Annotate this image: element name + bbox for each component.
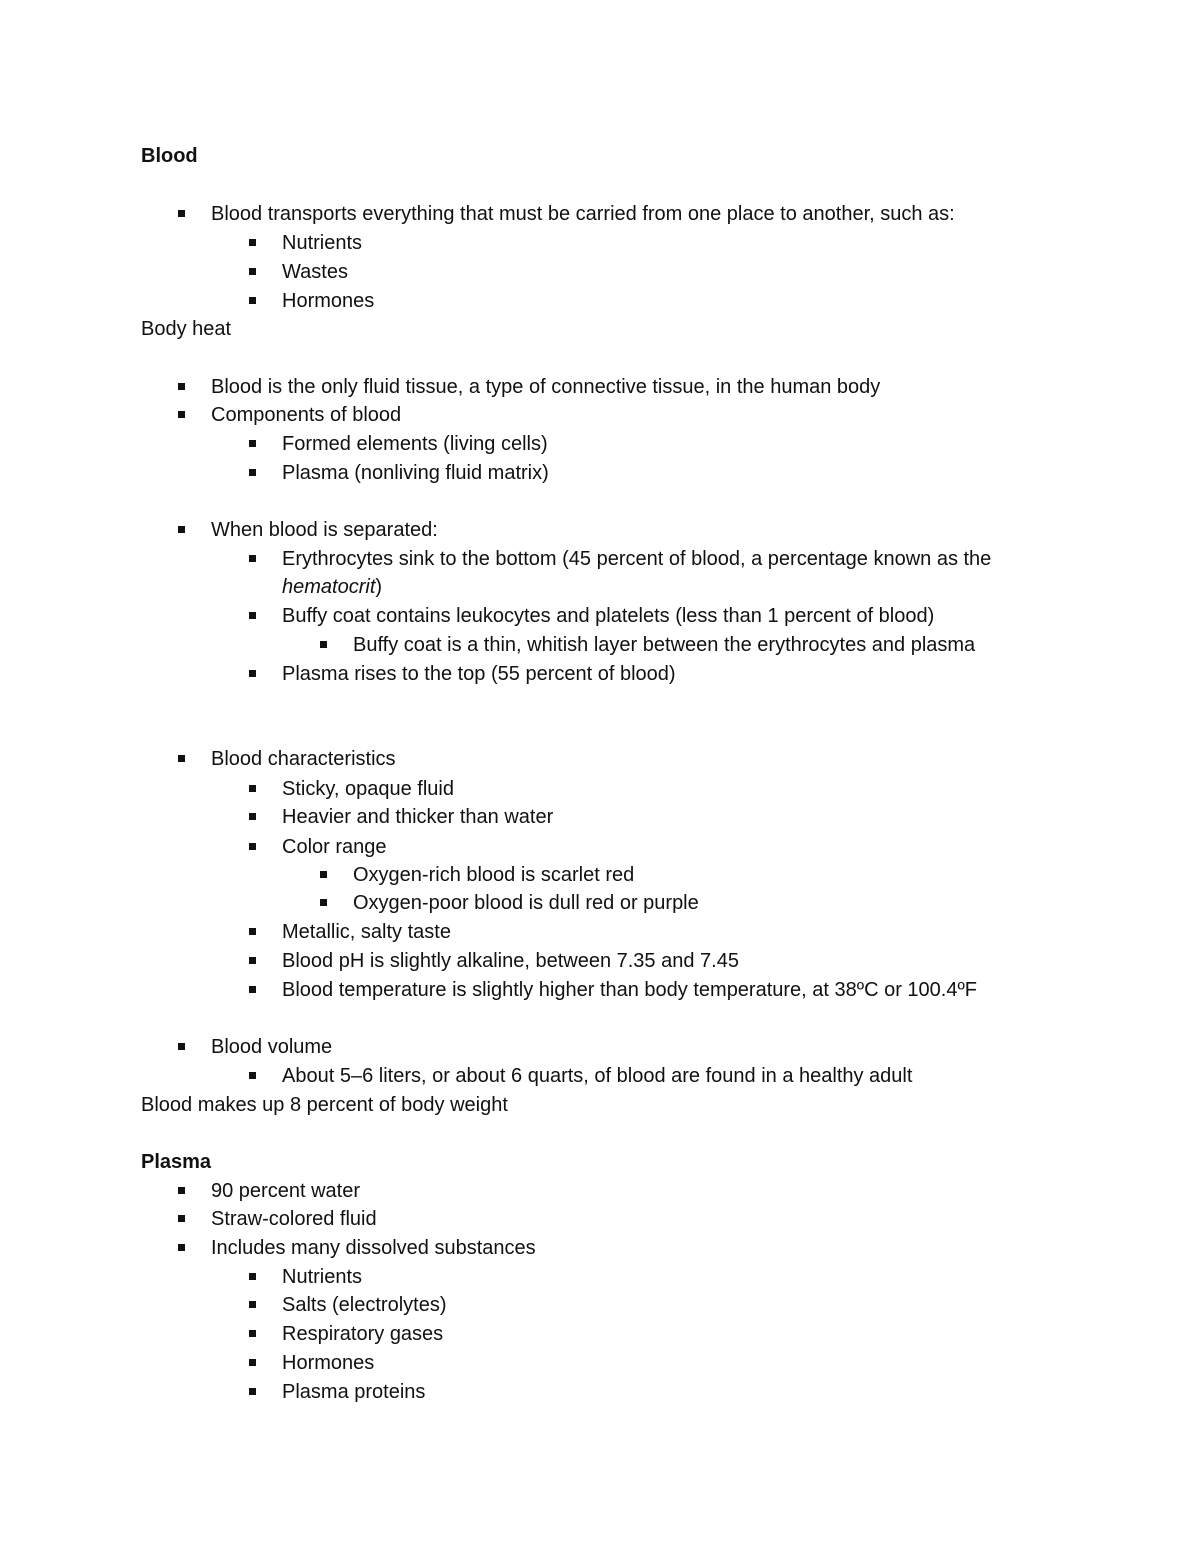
bullet-icon bbox=[249, 1388, 256, 1395]
body-weight-text: Blood makes up 8 percent of body weight bbox=[141, 1094, 508, 1116]
list-item-text: Color range bbox=[282, 836, 387, 858]
bullet-icon bbox=[249, 843, 256, 850]
bullet-icon bbox=[249, 957, 256, 964]
list-item-text: Erythrocytes sink to the bottom (45 percent of blood, a percentage known as the bbox=[282, 548, 992, 570]
bullet-icon bbox=[249, 986, 256, 993]
bullet-icon bbox=[320, 899, 327, 906]
bullet-icon bbox=[178, 1244, 185, 1251]
list-item-text: About 5–6 liters, or about 6 quarts, of blood are found in a healthy adult bbox=[282, 1065, 913, 1087]
list-item-text: Wastes bbox=[282, 261, 348, 283]
bullet-icon bbox=[249, 440, 256, 447]
list-item-text: Oxygen-rich blood is scarlet red bbox=[353, 864, 635, 886]
list-item-text: 90 percent water bbox=[211, 1180, 360, 1202]
list-item-text: Plasma proteins bbox=[282, 1381, 426, 1403]
list-item-text: Metallic, salty taste bbox=[282, 921, 451, 943]
list-item-text: Buffy coat contains leukocytes and platelets (less than 1 percent of blood) bbox=[282, 605, 935, 627]
bullet-icon bbox=[249, 1072, 256, 1079]
bullet-icon bbox=[178, 210, 185, 217]
bullet-icon bbox=[178, 526, 185, 533]
hematocrit-line bbox=[282, 573, 382, 601]
bullet-icon bbox=[178, 1215, 185, 1222]
list-item-text: Blood transports everything that must be carried from one place to another, such as: bbox=[211, 203, 955, 225]
list-item-text: Blood characteristics bbox=[211, 748, 396, 770]
list-item-text: Blood temperature is slightly higher than body temperature, at 38ºC or 100.4ºF bbox=[282, 979, 977, 1001]
list-item-text: Blood pH is slightly alkaline, between 7.35 and 7.45 bbox=[282, 950, 739, 972]
list-item-text: Nutrients bbox=[282, 1266, 363, 1288]
list-item-text: Blood is the only fluid tissue, a type of connective tissue, in the human body bbox=[211, 376, 881, 398]
list-item-text: Formed elements (living cells) bbox=[282, 433, 548, 455]
bullet-icon bbox=[249, 928, 256, 935]
bullet-icon bbox=[249, 785, 256, 792]
list-item-text: Buffy coat is a thin, whitish layer between the erythrocytes and plasma bbox=[353, 634, 976, 656]
list-item-text: Straw-colored fluid bbox=[211, 1208, 377, 1230]
bullet-icon bbox=[249, 612, 256, 619]
bullet-icon bbox=[178, 1043, 185, 1050]
list-item-text: Salts (electrolytes) bbox=[282, 1294, 447, 1316]
bullet-icon bbox=[178, 755, 185, 762]
heading-body-heat-text: Body heat bbox=[141, 318, 232, 340]
bullet-icon bbox=[249, 268, 256, 275]
bullet-icon bbox=[249, 1301, 256, 1308]
list-item-text: Hormones bbox=[282, 290, 375, 312]
list-item-text: Blood volume bbox=[211, 1036, 333, 1058]
list-item-text: Nutrients bbox=[282, 232, 363, 254]
closing-paren: ) bbox=[375, 576, 383, 598]
list-item-text: Hormones bbox=[282, 1352, 375, 1374]
bullet-icon bbox=[249, 1330, 256, 1337]
list-item-text: Oxygen-poor blood is dull red or purple bbox=[353, 892, 699, 914]
heading-blood-text: Blood bbox=[141, 145, 198, 167]
bullet-icon bbox=[320, 641, 327, 648]
bullet-icon bbox=[249, 555, 256, 562]
hematocrit-term: hematocrit bbox=[282, 576, 376, 598]
heading-plasma-text: Plasma bbox=[141, 1151, 212, 1173]
list-item-text: Plasma rises to the top (55 percent of blood) bbox=[282, 663, 676, 685]
bullet-icon bbox=[249, 469, 256, 476]
bullet-icon bbox=[178, 383, 185, 390]
bullet-icon bbox=[320, 871, 327, 878]
bullet-icon bbox=[249, 1359, 256, 1366]
bullet-icon bbox=[249, 670, 256, 677]
list-item-text: Plasma (nonliving fluid matrix) bbox=[282, 462, 549, 484]
list-item-text: Respiratory gases bbox=[282, 1323, 444, 1345]
list-item-text: When blood is separated: bbox=[211, 519, 438, 541]
bullet-icon bbox=[249, 239, 256, 246]
list-item-text: Heavier and thicker than water bbox=[282, 806, 554, 828]
list-item-text: Sticky, opaque fluid bbox=[282, 778, 454, 800]
bullet-icon bbox=[249, 813, 256, 820]
bullet-icon bbox=[249, 297, 256, 304]
list-item-text: Components of blood bbox=[211, 404, 402, 426]
list-item-text: Includes many dissolved substances bbox=[211, 1237, 536, 1259]
bullet-icon bbox=[178, 411, 185, 418]
bullet-icon bbox=[178, 1187, 185, 1194]
bullet-icon bbox=[249, 1273, 256, 1280]
